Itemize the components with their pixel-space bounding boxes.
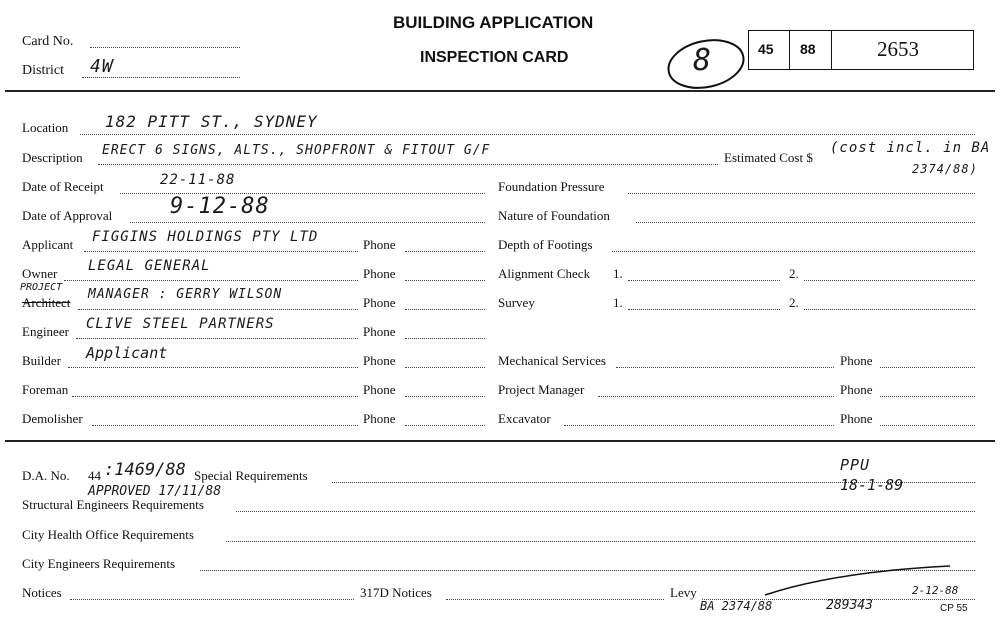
bottom-note-number: 289343 [826, 598, 873, 613]
da-prefix: 44 [88, 468, 101, 483]
card-no-label: Card No. [22, 34, 74, 49]
mechanical-dots [616, 367, 834, 368]
excavator-phone-dots [880, 425, 975, 426]
da-label: D.A. No. [22, 468, 70, 483]
date-approval-label: Date of Approval [22, 208, 113, 223]
mechanical-phone-label: Phone [840, 353, 873, 368]
description-label: Description [22, 150, 83, 165]
mechanical-label: Mechanical Services [498, 353, 606, 368]
ppu-note: PPU [840, 456, 871, 474]
architect-phone-label: Phone [363, 295, 396, 310]
district-value: 4W [90, 56, 114, 77]
owner-value: LEGAL GENERAL [88, 258, 211, 274]
reference-box [748, 30, 974, 70]
architect-prefix: PROJECT [20, 282, 63, 293]
description-dots [98, 164, 718, 165]
demolisher-phone-label: Phone [363, 411, 396, 426]
alignment-dots-1 [628, 280, 780, 281]
card-no-dots [90, 47, 240, 48]
location-dots [80, 134, 975, 135]
survey-dots-2 [804, 309, 975, 310]
city-health-label: City Health Office Requirements [22, 527, 194, 542]
ref-divider-2 [831, 31, 832, 69]
nature-foundation-dots [636, 222, 975, 223]
form-code: CP 55 [940, 603, 968, 614]
architect-dots [78, 309, 358, 310]
ref-box-b: 88 [800, 41, 816, 57]
form-subtitle: INSPECTION CARD [420, 49, 569, 66]
notices-317d-label: 317D Notices [360, 585, 432, 600]
project-manager-phone-dots [880, 396, 975, 397]
location-label: Location [22, 120, 69, 135]
survey-dots-1 [628, 309, 780, 310]
location-value: 182 PITT ST., SYDNEY [105, 112, 318, 131]
city-health-dots [226, 541, 975, 542]
estimated-cost-label: Estimated Cost $ [724, 150, 813, 165]
builder-phone-dots [405, 367, 485, 368]
alignment-num-2: 2. [789, 266, 799, 281]
district-dots [82, 77, 240, 78]
description-value: ERECT 6 SIGNS, ALTS., SHOPFRONT & FITOUT G/F [102, 143, 491, 158]
circled-number: 8 [693, 43, 713, 78]
excavator-dots [564, 425, 834, 426]
applicant-label: Applicant [22, 237, 74, 252]
estimated-cost-value: (cost incl. in BA [830, 140, 991, 156]
da-value: :1469/88 [104, 460, 186, 480]
foreman-label: Foreman [22, 382, 69, 397]
excavator-label: Excavator [498, 411, 551, 426]
foundation-pressure-dots [628, 193, 975, 194]
applicant-value: FIGGINS HOLDINGS PTY LTD [92, 229, 319, 245]
owner-phone-label: Phone [363, 266, 396, 281]
engineer-phone-dots [405, 338, 485, 339]
architect-value: MANAGER : GERRY WILSON [88, 287, 283, 302]
special-requirements-label: Special Requirements [194, 468, 308, 483]
project-manager-dots [598, 396, 834, 397]
bottom-note-ba: BA 2374/88 [700, 599, 773, 613]
demolisher-phone-dots [405, 425, 485, 426]
engineer-dots [76, 338, 358, 339]
owner-dots [64, 280, 358, 281]
owner-phone-dots [405, 280, 485, 281]
builder-label: Builder [22, 353, 61, 368]
notices-dots [70, 599, 354, 600]
survey-num-1: 1. [613, 295, 623, 310]
approved-note: APPROVED 17/11/88 [88, 484, 222, 499]
builder-dots [68, 367, 358, 368]
date-receipt-label: Date of Receipt [22, 179, 104, 194]
ref-box-a: 45 [758, 41, 774, 57]
city-engineers-label: City Engineers Requirements [22, 556, 176, 571]
date-receipt-value: 22-11-88 [160, 172, 236, 188]
engineer-phone-label: Phone [363, 324, 396, 339]
project-manager-label: Project Manager [498, 382, 585, 397]
estimated-cost-value-2: 2374/88) [912, 162, 978, 176]
mechanical-phone-dots [880, 367, 975, 368]
applicant-phone-dots [405, 251, 485, 252]
notices-317d-dots [446, 599, 664, 600]
date-approval-value: 9-12-88 [170, 194, 270, 219]
applicant-phone-label: Phone [363, 237, 396, 252]
engineer-label: Engineer [22, 324, 69, 339]
levy-label: Levy [670, 585, 697, 600]
architect-label: Architect [22, 295, 71, 310]
nature-foundation-label: Nature of Foundation [498, 208, 610, 223]
architect-phone-dots [405, 309, 485, 310]
district-label: District [22, 63, 64, 78]
foreman-phone-dots [405, 396, 485, 397]
builder-value: Applicant [86, 344, 168, 362]
alignment-check-label: Alignment Check [498, 266, 591, 281]
foreman-phone-label: Phone [363, 382, 396, 397]
engineer-value: CLIVE STEEL PARTNERS [86, 316, 275, 332]
owner-label: Owner [22, 266, 58, 281]
survey-num-2: 2. [789, 295, 799, 310]
lower-divider [5, 440, 995, 442]
project-manager-phone-label: Phone [840, 382, 873, 397]
builder-phone-label: Phone [363, 353, 396, 368]
demolisher-label: Demolisher [22, 411, 83, 426]
alignment-dots-2 [804, 280, 975, 281]
ref-divider-1 [789, 31, 790, 69]
foundation-pressure-label: Foundation Pressure [498, 179, 605, 194]
bottom-note-date: 2-12-88 [912, 584, 959, 597]
alignment-num-1: 1. [613, 266, 623, 281]
excavator-phone-label: Phone [840, 411, 873, 426]
structural-label: Structural Engineers Requirements [22, 497, 204, 512]
notices-label: Notices [22, 585, 62, 600]
form-title: BUILDING APPLICATION [393, 13, 594, 32]
applicant-dots [84, 251, 358, 252]
header-divider [5, 90, 995, 92]
structural-dots [236, 511, 975, 512]
ref-box-c: 2653 [877, 37, 919, 61]
depth-footings-label: Depth of Footings [498, 237, 593, 252]
date-approval-dots [130, 222, 485, 223]
depth-footings-dots [612, 251, 975, 252]
survey-label: Survey [498, 295, 535, 310]
ppu-date: 18-1-89 [840, 476, 904, 494]
demolisher-dots [92, 425, 358, 426]
foreman-dots [72, 396, 358, 397]
